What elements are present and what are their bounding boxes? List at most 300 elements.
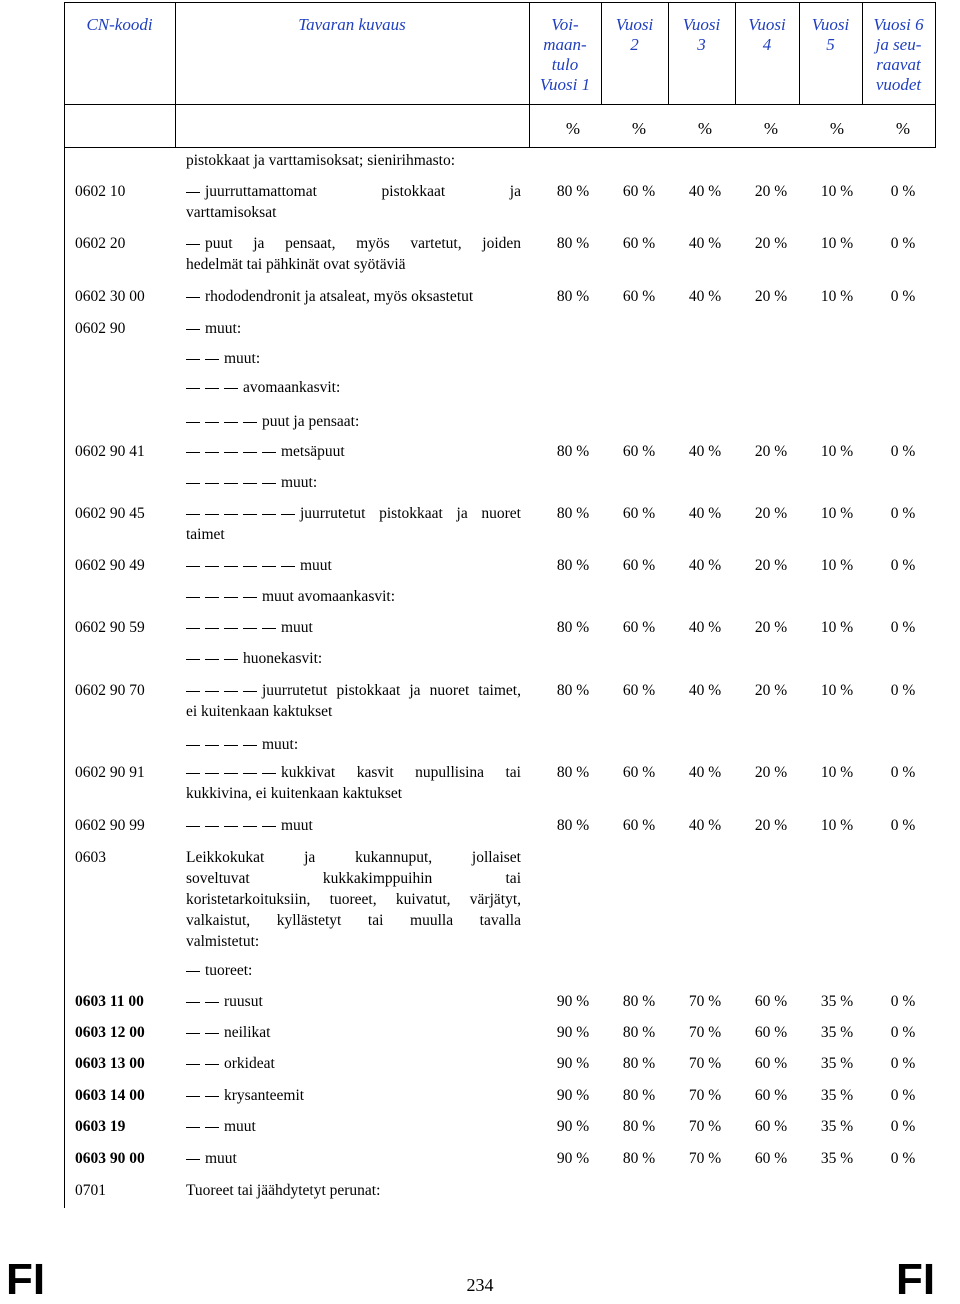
duty-rate-year-3: 40 % <box>688 817 722 834</box>
indent-dash <box>243 422 257 423</box>
duty-rate-year-2: 60 % <box>622 619 656 636</box>
duty-rate-year-5: 10 % <box>820 505 854 522</box>
duty-rate-year-4: 60 % <box>754 1055 788 1072</box>
cn-code: 0602 90 99 <box>75 817 145 834</box>
description-line <box>186 411 521 432</box>
indent-dash <box>205 1002 219 1003</box>
duty-rate-year-2: 60 % <box>622 505 656 522</box>
duty-rate-year-6: 0 % <box>890 288 916 305</box>
description-text: ei kuitenkaan kaktukset <box>186 703 333 720</box>
duty-rate-year-5: 10 % <box>820 183 854 200</box>
description-line <box>186 910 521 931</box>
cn-code: 0603 11 00 <box>75 993 144 1010</box>
duty-rate-year-5: 35 % <box>820 1087 854 1104</box>
duty-rate-year-3: 40 % <box>688 183 722 200</box>
duty-rate-year-5: 35 % <box>820 1055 854 1072</box>
indent-dash <box>224 388 238 389</box>
goods-description <box>186 648 521 669</box>
indent-dash <box>205 388 219 389</box>
indent-dash <box>224 773 238 774</box>
indent-dash <box>186 971 200 972</box>
cn-code: 0603 13 00 <box>75 1055 145 1072</box>
header-year1-line: tulo <box>551 55 579 74</box>
duty-rate-year-3: 40 % <box>688 557 722 574</box>
goods-description <box>186 734 521 755</box>
header-description: Tavaran kuvaus <box>298 15 406 34</box>
indent-dash <box>205 1064 219 1065</box>
description-line <box>186 1022 521 1043</box>
indent-dash <box>186 329 200 330</box>
cn-code: 0603 90 00 <box>75 1150 145 1167</box>
indent-dash <box>262 826 276 827</box>
indent-dash <box>205 1096 219 1097</box>
header-bottom-border <box>64 147 936 148</box>
description-line <box>186 441 521 462</box>
description-text: puut ja pensaat: <box>262 413 360 430</box>
percent-header-row <box>540 119 936 141</box>
goods-description <box>186 233 521 275</box>
indent-dash <box>186 691 200 692</box>
description-line <box>186 1053 521 1074</box>
description-line <box>186 701 521 722</box>
indent-dash <box>281 566 295 567</box>
duty-rate-year-6: 0 % <box>890 817 916 834</box>
duty-rate-year-4: 20 % <box>754 183 788 200</box>
indent-dash <box>186 452 200 453</box>
description-text: huonekasvit: <box>243 650 323 667</box>
duty-rate-year-5: 10 % <box>820 557 854 574</box>
goods-description <box>186 960 521 981</box>
indent-dash <box>262 483 276 484</box>
description-text: muut <box>281 619 313 636</box>
description-text: varttamisoksat <box>186 204 277 221</box>
indent-dash <box>205 1033 219 1034</box>
description-text: muut <box>224 1118 256 1135</box>
header-year3-line: 3 <box>697 35 706 54</box>
description-line <box>186 233 521 254</box>
duty-rate-year-3: 40 % <box>688 764 722 781</box>
duty-rate-year-2: 80 % <box>622 1118 656 1135</box>
indent-dash <box>186 773 200 774</box>
indent-dash <box>186 628 200 629</box>
duty-rate-year-1: 90 % <box>556 1118 590 1135</box>
header-year5-line: 5 <box>826 35 835 54</box>
description-line <box>186 783 521 804</box>
description-text: puut ja pensaat, myös vartetut, joiden <box>205 235 521 252</box>
duty-rate-year-6: 0 % <box>890 235 916 252</box>
indent-dash <box>186 826 200 827</box>
goods-description <box>186 1116 521 1137</box>
indent-dash <box>186 422 200 423</box>
indent-dash <box>224 597 238 598</box>
header-year4-line: Vuosi <box>748 15 786 34</box>
cn-code: 0602 10 <box>75 183 126 200</box>
description-line <box>186 254 521 275</box>
description-line <box>186 524 521 545</box>
header-year6-line: ja seu- <box>875 35 922 54</box>
duty-rate-year-4: 20 % <box>754 682 788 699</box>
duty-rate-year-5: 10 % <box>820 288 854 305</box>
indent-dash <box>243 745 257 746</box>
cn-code: 0602 90 45 <box>75 505 145 522</box>
indent-dash <box>243 483 257 484</box>
indent-dash <box>262 514 276 515</box>
header-year6-line: vuodet <box>875 75 922 94</box>
duty-rate-year-1: 80 % <box>556 764 590 781</box>
indent-dash <box>243 514 257 515</box>
duty-rate-year-3: 70 % <box>688 1087 722 1104</box>
goods-description <box>186 348 521 369</box>
duty-rate-year-3: 40 % <box>688 505 722 522</box>
duty-rate-year-6: 0 % <box>890 505 916 522</box>
duty-rate-year-5: 35 % <box>820 1150 854 1167</box>
footer-language-left: FI <box>6 1255 46 1304</box>
indent-dash <box>262 452 276 453</box>
indent-dash <box>243 691 257 692</box>
description-line <box>186 503 521 524</box>
duty-rate-year-4: 20 % <box>754 817 788 834</box>
header-year6 <box>862 15 935 95</box>
duty-rate-year-5: 10 % <box>820 235 854 252</box>
header-top-border <box>64 2 936 3</box>
header-year3 <box>668 15 735 55</box>
goods-description <box>186 286 521 307</box>
duty-rate-year-2: 60 % <box>622 183 656 200</box>
description-line <box>186 815 521 836</box>
indent-dash <box>243 597 257 598</box>
duty-rate-year-1: 80 % <box>556 443 590 460</box>
description-line <box>186 617 521 638</box>
header-year1 <box>529 15 601 95</box>
duty-rate-year-5: 35 % <box>820 993 854 1010</box>
description-text: juurrutetut pistokkaat ja nuoret taimet, <box>262 682 521 699</box>
goods-description <box>186 1085 521 1106</box>
goods-description <box>186 586 521 607</box>
description-line <box>186 680 521 701</box>
indent-dash <box>186 1127 200 1128</box>
indent-dash <box>186 388 200 389</box>
duty-rate-year-3: 70 % <box>688 1118 722 1135</box>
duty-rate-year-6: 0 % <box>890 1055 916 1072</box>
description-line <box>186 889 521 910</box>
description-line <box>186 377 521 398</box>
duty-rate-year-6: 0 % <box>890 443 916 460</box>
duty-rate-year-5: 10 % <box>820 619 854 636</box>
goods-description <box>186 441 521 462</box>
duty-rate-year-2: 60 % <box>622 235 656 252</box>
description-text: Leikkokukat ja kukannuput, jollaiset <box>186 849 521 866</box>
indent-dash <box>205 628 219 629</box>
indent-dash <box>186 1064 200 1065</box>
header-year3-line: Vuosi <box>682 15 721 34</box>
description-text: soveltuvat kukkakimppuihin tai <box>186 870 521 887</box>
duty-rate-year-1: 80 % <box>556 682 590 699</box>
header-year1-line: Voi- <box>551 15 579 34</box>
goods-description <box>186 680 521 722</box>
cn-code: 0602 20 <box>75 235 126 252</box>
goods-description <box>186 472 521 493</box>
header-year2-line: 2 <box>630 35 639 54</box>
indent-dash <box>186 597 200 598</box>
indent-dash <box>224 691 238 692</box>
duty-rate-year-4: 60 % <box>754 1150 788 1167</box>
indent-dash <box>186 297 200 298</box>
duty-rate-year-3: 70 % <box>688 1055 722 1072</box>
percent-sign: % <box>697 119 713 138</box>
percent-sign: % <box>631 119 647 138</box>
indent-dash <box>205 1127 219 1128</box>
indent-dash <box>224 826 238 827</box>
duty-rate-year-6: 0 % <box>890 1150 916 1167</box>
duty-rate-year-1: 90 % <box>556 1150 590 1167</box>
description-text: ruusut <box>224 993 263 1010</box>
duty-rate-year-2: 80 % <box>622 1087 656 1104</box>
duty-rate-year-4: 20 % <box>754 235 788 252</box>
duty-rate-year-2: 60 % <box>622 764 656 781</box>
description-line <box>186 202 521 223</box>
footer-language-right: FI <box>896 1255 936 1304</box>
duty-rate-year-6: 0 % <box>890 183 916 200</box>
duty-rate-year-2: 80 % <box>622 1024 656 1041</box>
header-year1-line: Vuosi 1 <box>539 75 591 94</box>
percent-sign: % <box>565 119 581 138</box>
percent-sign: % <box>895 119 911 138</box>
goods-description <box>186 555 521 576</box>
description-text: muut <box>281 817 313 834</box>
goods-description <box>186 503 521 545</box>
indent-dash <box>205 483 219 484</box>
indent-dash <box>243 773 257 774</box>
indent-dash <box>224 483 238 484</box>
description-text: metsäpuut <box>281 443 345 460</box>
indent-dash <box>186 359 200 360</box>
cn-code: 0602 90 <box>75 320 126 337</box>
description-text: taimet <box>186 526 225 543</box>
indent-dash <box>186 1096 200 1097</box>
duty-rate-year-2: 60 % <box>622 557 656 574</box>
indent-dash <box>224 745 238 746</box>
indent-dash <box>243 566 257 567</box>
indent-dash <box>224 566 238 567</box>
duty-rate-year-4: 60 % <box>754 993 788 1010</box>
indent-dash <box>186 1033 200 1034</box>
description-text: muut avomaankasvit: <box>262 588 396 605</box>
indent-dash <box>224 659 238 660</box>
duty-rate-year-4: 20 % <box>754 557 788 574</box>
duty-rate-year-6: 0 % <box>890 764 916 781</box>
indent-dash <box>224 452 238 453</box>
description-text: valmistetut: <box>186 933 260 950</box>
header-year4 <box>735 15 799 55</box>
duty-rate-year-6: 0 % <box>890 993 916 1010</box>
cn-code: 0602 30 00 <box>75 288 145 305</box>
duty-rate-year-5: 35 % <box>820 1118 854 1135</box>
header-year5 <box>799 15 862 55</box>
duty-rate-year-3: 70 % <box>688 1024 722 1041</box>
indent-dash <box>224 514 238 515</box>
duty-rate-year-1: 80 % <box>556 505 590 522</box>
goods-description <box>186 847 521 952</box>
indent-dash <box>262 773 276 774</box>
duty-rate-year-5: 10 % <box>820 443 854 460</box>
description-line <box>186 472 521 493</box>
goods-description <box>186 1022 521 1043</box>
description-text: hedelmät tai pähkinät ovat syötäviä <box>186 256 406 273</box>
duty-rate-year-3: 40 % <box>688 443 722 460</box>
indent-dash <box>186 566 200 567</box>
description-text: Tuoreet tai jäähdytetyt perunat: <box>186 1182 381 1199</box>
description-text: muut: <box>205 320 242 337</box>
description-line <box>186 181 521 202</box>
duty-rate-year-5: 35 % <box>820 1024 854 1041</box>
indent-dash <box>205 773 219 774</box>
goods-description <box>186 815 521 836</box>
duty-rate-year-3: 40 % <box>688 235 722 252</box>
duty-rate-year-1: 80 % <box>556 557 590 574</box>
indent-dash <box>205 826 219 827</box>
description-line <box>186 348 521 369</box>
indent-dash <box>224 422 238 423</box>
indent-dash <box>205 691 219 692</box>
duty-rate-year-4: 20 % <box>754 443 788 460</box>
description-line <box>186 648 521 669</box>
indent-dash <box>205 452 219 453</box>
indent-dash <box>205 566 219 567</box>
indent-dash <box>186 659 200 660</box>
description-text: muut: <box>281 474 318 491</box>
page-number: 234 <box>466 1275 494 1295</box>
duty-rate-year-3: 40 % <box>688 619 722 636</box>
description-text: muut <box>205 1150 237 1167</box>
goods-description <box>186 1180 521 1201</box>
description-text: neilikat <box>224 1024 271 1041</box>
duty-rate-year-3: 40 % <box>688 288 722 305</box>
description-text: juurrutetut pistokkaat ja nuoret <box>300 505 521 522</box>
header-year1-line: maan- <box>543 35 587 54</box>
description-line <box>186 318 521 339</box>
cn-code: 0602 90 70 <box>75 682 145 699</box>
duty-rate-year-2: 80 % <box>622 1150 656 1167</box>
percent-sign: % <box>763 119 779 138</box>
description-line <box>186 991 521 1012</box>
duty-rate-year-4: 20 % <box>754 505 788 522</box>
description-text: muut: <box>262 736 299 753</box>
duty-rate-year-6: 0 % <box>890 557 916 574</box>
header-year2-line: Vuosi <box>615 15 654 34</box>
goods-description <box>186 991 521 1012</box>
indent-dash <box>243 628 257 629</box>
goods-description <box>186 150 521 171</box>
goods-description <box>186 181 521 223</box>
cn-code: 0602 90 41 <box>75 443 145 460</box>
description-text: juurruttamattomat pistokkaat ja <box>205 183 521 200</box>
indent-dash <box>262 566 276 567</box>
table-left-border <box>64 148 65 1208</box>
duty-rate-year-2: 60 % <box>622 288 656 305</box>
goods-description <box>186 377 521 398</box>
header-divider <box>64 104 936 105</box>
indent-dash <box>205 422 219 423</box>
indent-dash <box>205 745 219 746</box>
description-line <box>186 734 521 755</box>
duty-rate-year-1: 80 % <box>556 183 590 200</box>
duty-rate-year-1: 80 % <box>556 288 590 305</box>
duty-rate-year-2: 60 % <box>622 443 656 460</box>
header-year6-line: raavat <box>876 55 921 74</box>
description-line <box>186 847 521 868</box>
indent-dash <box>186 514 200 515</box>
header-year6-line: Vuosi 6 <box>873 15 924 34</box>
duty-rate-year-3: 70 % <box>688 1150 722 1167</box>
description-line <box>186 1148 521 1169</box>
duty-rate-year-2: 60 % <box>622 817 656 834</box>
description-line <box>186 1085 521 1106</box>
description-line <box>186 960 521 981</box>
description-text: avomaankasvit: <box>243 379 341 396</box>
indent-dash <box>186 192 200 193</box>
duty-rate-year-1: 90 % <box>556 1024 590 1041</box>
duty-rate-year-6: 0 % <box>890 619 916 636</box>
description-text: krysanteemit <box>224 1087 305 1104</box>
description-text: rhododendronit ja atsaleat, myös oksastetut <box>205 288 474 305</box>
description-line <box>186 1116 521 1137</box>
indent-dash <box>243 452 257 453</box>
duty-rate-year-5: 10 % <box>820 764 854 781</box>
goods-description <box>186 762 521 804</box>
cn-code: 0602 90 91 <box>75 764 145 781</box>
goods-description <box>186 1148 521 1169</box>
indent-dash <box>186 1002 200 1003</box>
description-line <box>186 931 521 952</box>
description-text: muut: <box>224 350 261 367</box>
description-text: koristetarkoituksiin, tuoreet, kuivatut, värjätyt, <box>186 891 521 908</box>
duty-rate-year-1: 80 % <box>556 235 590 252</box>
goods-description <box>186 318 521 339</box>
description-line <box>186 762 521 783</box>
duty-rate-year-4: 20 % <box>754 288 788 305</box>
indent-dash <box>186 1159 200 1160</box>
duty-rate-year-6: 0 % <box>890 1118 916 1135</box>
duty-rate-year-6: 0 % <box>890 1024 916 1041</box>
description-text: kukkivina, ei kuitenkaan kaktukset <box>186 785 403 802</box>
indent-dash <box>243 826 257 827</box>
indent-dash <box>186 483 200 484</box>
cn-code: 0603 12 00 <box>75 1024 145 1041</box>
indent-dash <box>205 359 219 360</box>
duty-rate-year-1: 80 % <box>556 619 590 636</box>
duty-rate-year-2: 80 % <box>622 993 656 1010</box>
duty-rate-year-5: 10 % <box>820 817 854 834</box>
duty-rate-year-2: 80 % <box>622 1055 656 1072</box>
cn-code: 0603 14 00 <box>75 1087 145 1104</box>
duty-rate-year-4: 60 % <box>754 1087 788 1104</box>
description-line <box>186 555 521 576</box>
duty-rate-year-1: 90 % <box>556 993 590 1010</box>
duty-rate-year-6: 0 % <box>890 1087 916 1104</box>
cn-code: 0701 <box>75 1182 106 1199</box>
indent-dash <box>205 659 219 660</box>
cn-code: 0602 90 59 <box>75 619 145 636</box>
description-line <box>186 150 521 171</box>
percent-sign: % <box>829 119 845 138</box>
description-text: valkaistut, kyllästetyt tai muulla tavalla <box>186 912 521 929</box>
description-line <box>186 286 521 307</box>
description-line <box>186 868 521 889</box>
description-line <box>186 1180 521 1201</box>
indent-dash <box>224 628 238 629</box>
duty-rate-year-1: 80 % <box>556 817 590 834</box>
description-line <box>186 586 521 607</box>
